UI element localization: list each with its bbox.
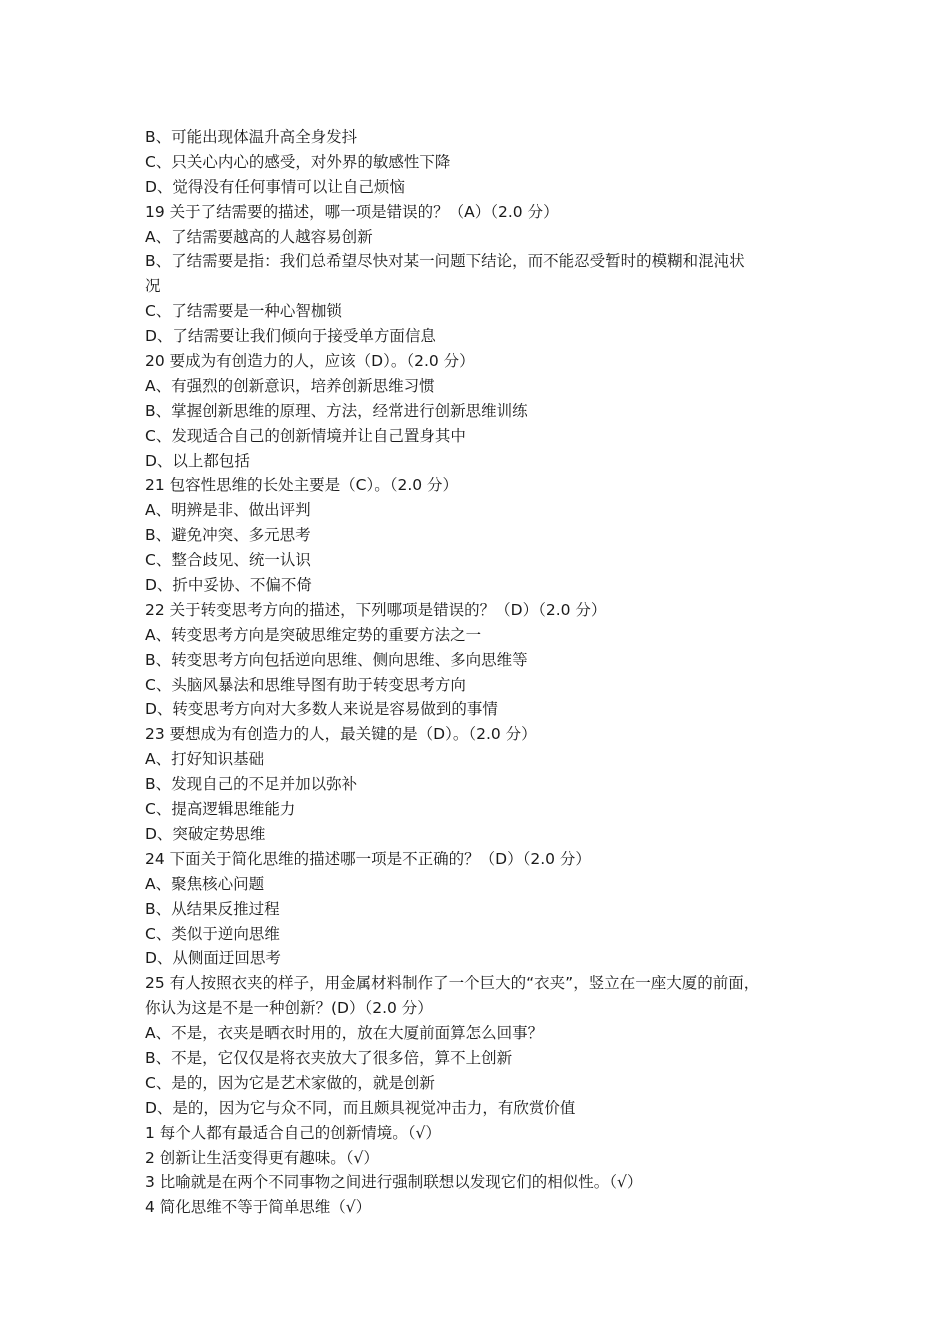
option-line: D、折中妥协、不偏不倚 [145,576,312,595]
option-line: B、避免冲突、多元思考 [145,526,311,545]
question-22: 22 关于转变思考方向的描述，下列哪项是错误的？（D）（2.0 分） [145,600,607,619]
option-line: D、了结需要让我们倾向于接受单方面信息 [145,327,436,346]
question-25: 25 有人按照衣夹的样子，用金属材料制作了一个巨大的“衣夹”，竖立在一座大厦的前面， [145,974,760,993]
option-line: A、打好知识基础 [145,750,265,769]
true-false-item-1: 1 每个人都有最适合自己的创新情境。（√） [145,1123,441,1142]
option-line: C、是的，因为它是艺术家做的，就是创新 [145,1073,435,1092]
option-line: C、只关心内心的感受，对外界的敏感性下降 [145,152,451,171]
option-line: B、可能出现体温升高全身发抖 [145,128,358,146]
option-line: B、掌握创新思维的原理、方法，经常进行创新思维训练 [145,401,528,420]
question-24: 24 下面关于简化思维的描述哪一项是不正确的？（D）（2.0 分） [145,849,591,868]
option-line: A、了结需要越高的人越容易创新 [145,227,373,246]
option-line: A、明辨是非、做出评判 [145,501,311,520]
question-21: 21 包容性思维的长处主要是（C）。（2.0 分） [145,476,459,495]
true-false-item-4: 4 简化思维不等于简单思维（√） [145,1198,372,1217]
option-line: B、发现自己的不足并加以弥补 [145,775,358,794]
question-23: 23 要想成为有创造力的人，最关键的是（D）。（2.0 分） [145,725,537,744]
option-line: D、是的，因为它与众不同，而且颇具视觉冲击力，有欣赏价值 [145,1098,576,1117]
option-line-continued: 况 [145,277,161,296]
question-19: 19 关于了结需要的描述，哪一项是错误的？（A）（2.0 分） [145,202,559,221]
option-line: B、不是，它仅仅是将衣夹放大了很多倍，算不上创新 [145,1048,513,1067]
option-line: A、聚焦核心问题 [145,874,265,893]
option-line: A、有强烈的创新意识，培养创新思维习惯 [145,376,435,395]
option-line: C、提高逻辑思维能力 [145,800,296,819]
option-line: B、转变思考方向包括逆向思维、侧向思维、多向思维等 [145,650,528,669]
question-20: 20 要成为有创造力的人，应该（D）。（2.0 分） [145,352,475,371]
option-line: D、从侧面迂回思考 [145,949,281,968]
option-line: D、突破定势思维 [145,824,266,843]
option-line: C、了结需要是一种心智枷锁 [145,302,342,321]
option-line: C、发现适合自己的创新情境并让自己置身其中 [145,426,466,445]
option-line: C、头脑风暴法和思维导图有助于转变思考方向 [145,675,466,694]
option-line: B、了结需要是指：我们总希望尽快对某一问题下结论，而不能忍受暂时的模糊和混沌状 [145,252,745,271]
option-line: A、转变思考方向是突破思维定势的重要方法之一 [145,625,482,644]
document-body [145,125,825,1220]
option-line: D、转变思考方向对大多数人来说是容易做到的事情 [145,700,498,719]
option-line: C、类似于逆向思维 [145,924,280,943]
question-25-continued: 你认为这是不是一种创新？(D）（2.0 分） [145,999,433,1018]
option-line: A、不是，衣夹是晒衣时用的，放在大厦前面算怎么回事？ [145,1024,544,1043]
option-line: D、以上都包括 [145,451,250,470]
true-false-item-3: 3 比喻就是在两个不同事物之间进行强制联想以发现它们的相似性。（√） [145,1173,643,1192]
true-false-item-2: 2 创新让生活变得更有趣味。（√） [145,1148,379,1167]
option-line: D、觉得没有任何事情可以让自己烦恼 [145,177,405,196]
option-line: B、从结果反推过程 [145,899,280,918]
option-line: C、整合歧见、统一认识 [145,551,311,570]
